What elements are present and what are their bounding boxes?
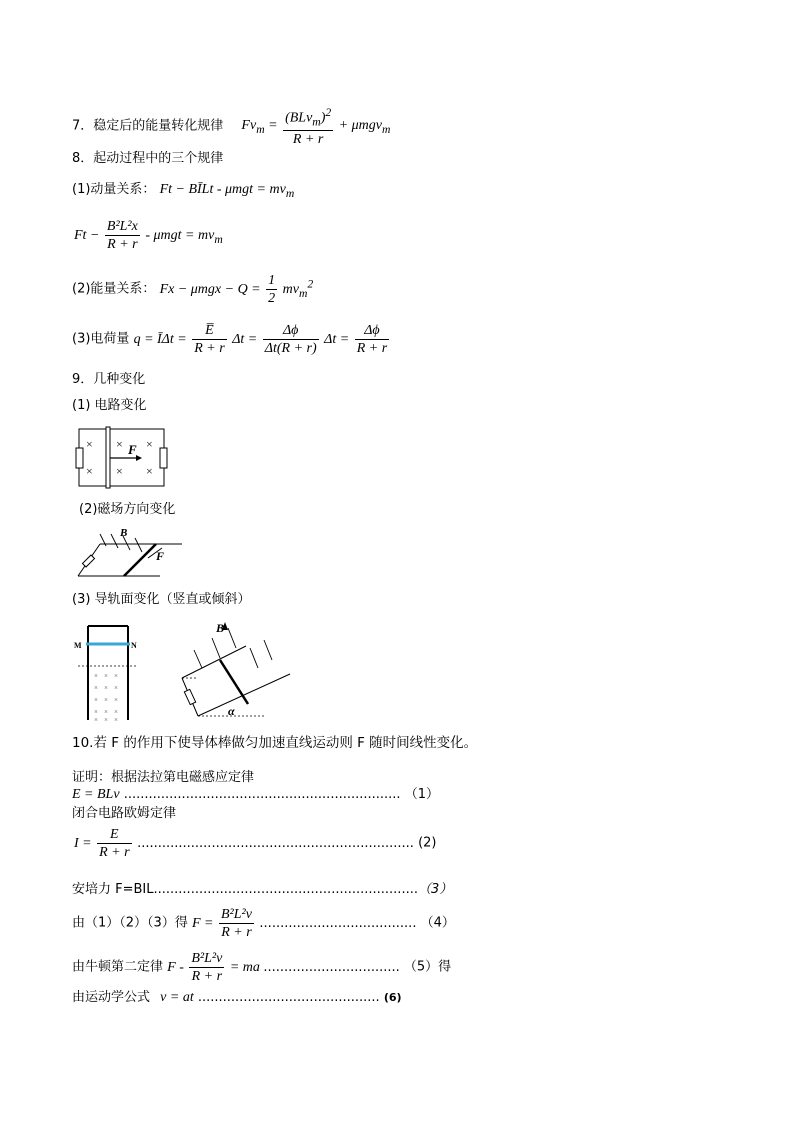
section-8-title: 8．起动过程中的三个规律: [72, 151, 224, 166]
circuit-change-label: (1) 电路变化: [72, 398, 147, 413]
svg-text:×: ×: [94, 684, 98, 692]
energy-eq: $Fv_m$ = $\frac{(BLv_m)^2}{R + r}$ + μmgv$_m$: [241, 106, 391, 148]
rail-plane-label: (3) 导轨面变化（竖直或倾斜）: [72, 592, 251, 607]
momentum-relation-2: Ft − $\frac{\text{B²L²x}}{R + r}$ - $\mu mgt = mv_m$: [74, 219, 223, 252]
field-mark: ×: [146, 437, 153, 451]
proof-eq-4: 由（1）（2）（3）得 F = $\frac{\text{B²L²v}}{R + r}$ ...................................... （4）: [72, 907, 455, 940]
vertical-rails-diagram: [74, 622, 138, 724]
field-mark: ×: [116, 464, 123, 478]
energy-fraction: $\frac{(BLv_m)^2}{R + r}$: [285, 106, 332, 148]
resistor-left: [76, 448, 83, 468]
field-mark: ×: [86, 437, 93, 451]
svg-text:×: ×: [104, 708, 108, 716]
resistor-right: [160, 448, 167, 468]
svg-text:×: ×: [114, 696, 118, 704]
field-direction-label: (2)磁场方向变化: [79, 502, 176, 517]
angle-label: α: [228, 704, 235, 718]
energy-relation: (2)能量关系： Fx − μmgx − Q = $\frac{1}{2}$ $mv_m^2$: [72, 273, 314, 306]
field-mark: ×: [86, 464, 93, 478]
svg-text:×: ×: [94, 672, 98, 680]
svg-text:×: ×: [94, 716, 98, 724]
momentum-relation: (1)动量关系： Ft − BĪLt - $\mu mgt = mv_m$: [72, 182, 295, 200]
field-direction-diagram: [70, 524, 188, 584]
proof-eq-1: E = BLv ................................................................... （1）: [72, 787, 439, 802]
resistor: [82, 555, 94, 567]
svg-text:×: ×: [104, 672, 108, 680]
conductor-rod: [106, 427, 110, 488]
field-label: B: [216, 621, 225, 635]
proof-eq-3: 安培力 F=BIL................................................................（3）: [72, 882, 453, 897]
svg-text:×: ×: [94, 696, 98, 704]
force-label: F: [156, 549, 165, 563]
svg-text:×: ×: [104, 684, 108, 692]
inclined-rails-diagram: [176, 618, 296, 724]
svg-text:×: ×: [94, 708, 98, 716]
section-9-title: 9．几种变化: [72, 372, 146, 387]
svg-text:×: ×: [114, 708, 118, 716]
svg-text:×: ×: [114, 672, 118, 680]
svg-text:×: ×: [104, 696, 108, 704]
resistor: [184, 689, 195, 704]
svg-text:×: ×: [114, 684, 118, 692]
force-label: F: [128, 442, 137, 457]
section-7: [72, 104, 390, 148]
conductor-rod: [220, 660, 248, 704]
field-label: B: [120, 527, 128, 539]
proof-eq-6: 由运动学公式 v = at ............................................ (6): [72, 990, 402, 1005]
proof-intro: 证明：根据法拉第电磁感应定律: [72, 770, 255, 785]
proof-law-2: 闭合电路欧姆定律: [72, 806, 177, 821]
field-mark: ×: [146, 464, 153, 478]
proof-eq-5: 由牛顿第二定律 F - $\frac{\text{B²L²v}}{R + r}$ = ma ................................. （5）得: [72, 951, 452, 984]
circuit-diagram: [74, 426, 170, 490]
svg-text:×: ×: [114, 716, 118, 724]
charge-relation: (3)电荷量 q = ĪΔt = $\frac{E̅}{R + r}$ Δt = $\frac{\Delta\phi}{\Delta t(R + r)}$ Δt = $\frac{\Delta\phi}{R + r}$: [72, 323, 388, 356]
label-n: N: [131, 641, 137, 650]
proof-eq-2: I = $\frac{E}{R + r}$ ................................................................... (2): [74, 827, 437, 860]
field-mark: ×: [116, 437, 123, 451]
svg-text:×: ×: [104, 716, 108, 724]
section-10-statement: 10.若 F 的作用下使导体棒做匀加速直线运动则 F 随时间线性变化。: [72, 735, 478, 751]
section-7-label: 7．稳定后的能量转化规律: [72, 118, 224, 134]
label-m: M: [74, 641, 82, 650]
